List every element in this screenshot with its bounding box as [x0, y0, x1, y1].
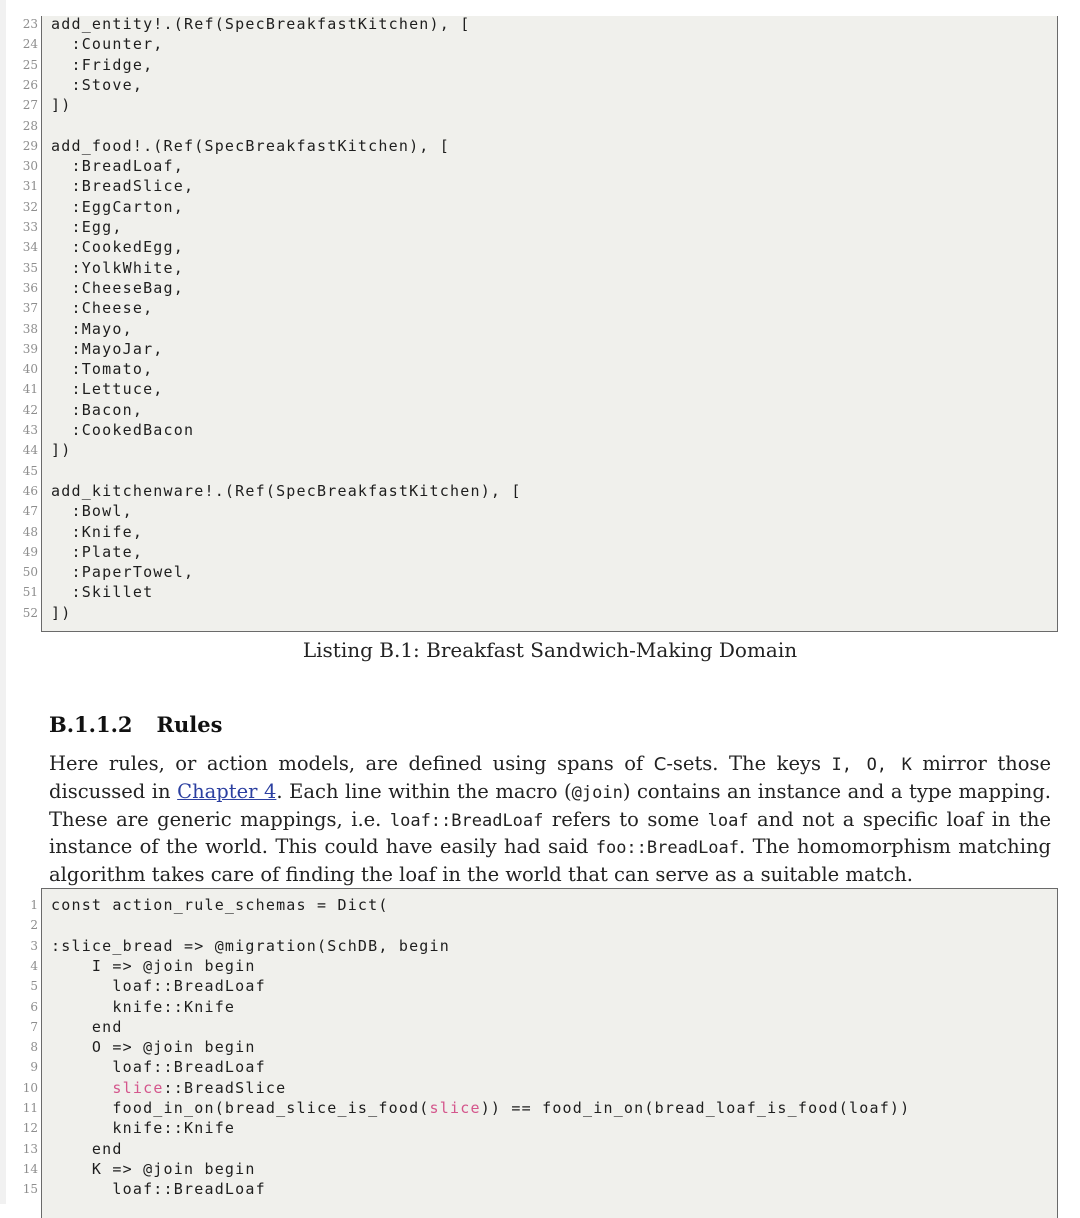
code-token: loaf::BreadLoaf [51, 1058, 266, 1077]
section-number: B.1.1.2 [49, 712, 133, 737]
line-number: 31 [22, 179, 38, 194]
line-number: 46 [22, 483, 38, 498]
line-number: 42 [22, 402, 38, 417]
line-number: 35 [22, 260, 38, 275]
text-run: . Each line within the macro ( [276, 779, 572, 803]
code-line [1, 582, 1080, 602]
line-number: 11 [22, 1101, 38, 1115]
code-token: knife::Knife [51, 997, 236, 1016]
line-number: 2 [30, 918, 38, 933]
line-number: 45 [22, 463, 38, 478]
code-text [51, 1098, 910, 1118]
code-text: :Bowl, [51, 502, 133, 521]
highlighted-token: slice [429, 1099, 481, 1117]
highlighted-token: slice [112, 1078, 164, 1097]
code-line [1, 176, 1080, 196]
code-token: I => @join begin [51, 956, 256, 975]
code-text: :CookedEgg, [51, 238, 184, 257]
code-text [51, 1037, 256, 1057]
code-token: end [51, 1017, 123, 1036]
code-line [1, 542, 1080, 562]
code-line [1, 976, 1080, 996]
code-line [1, 339, 1080, 359]
code-text [51, 1118, 235, 1138]
line-number: 14 [22, 1161, 38, 1176]
line-number: 5 [30, 979, 38, 994]
text-run: ) contains an instance and a type mapping. These are generic mappings, i.e. [49, 779, 1051, 831]
line-number: 1 [30, 898, 38, 912]
code-text: :Knife, [51, 522, 144, 541]
code-token: K => @join begin [51, 1159, 256, 1178]
section-title: Rules [156, 712, 223, 737]
code-token: loaf::BreadLoaf [51, 1180, 266, 1199]
code-text: :Counter, [51, 35, 164, 54]
code-line [1, 1098, 1080, 1118]
cset-symbol: C [653, 754, 667, 775]
line-number: 32 [22, 199, 38, 214]
rules-paragraph [49, 751, 1051, 888]
code-listing-rules [22, 888, 1058, 1218]
line-number: 34 [22, 240, 38, 255]
code-line [1, 258, 1080, 278]
code-text: ]) [51, 96, 72, 115]
code-text: :Bacon, [51, 400, 144, 419]
code-line [1, 936, 1080, 956]
macro-code: @join [571, 782, 623, 803]
code-text: :Fridge, [51, 55, 154, 74]
code-line [1, 319, 1080, 339]
line-number: 13 [22, 1141, 38, 1156]
text-run: Here rules, or action models, are defined using spans of [49, 752, 654, 775]
code-line [1, 278, 1080, 298]
code-token [51, 1079, 112, 1097]
code-text [51, 1139, 123, 1159]
line-number: 33 [22, 220, 38, 234]
code-text: :Egg, [51, 218, 123, 236]
chapter-4-link[interactable]: Chapter 4 [177, 779, 277, 803]
code-text [51, 895, 389, 915]
line-number: 6 [30, 999, 38, 1014]
code-text [51, 956, 256, 976]
line-number: 8 [30, 1040, 38, 1055]
line-number: 40 [22, 362, 38, 377]
line-number: 26 [22, 77, 38, 92]
code-text: :Plate, [51, 542, 144, 561]
code-line [1, 1159, 1080, 1179]
code-line [1, 956, 1080, 976]
code-text: :PaperTowel, [51, 563, 195, 582]
code-text [51, 1017, 123, 1037]
line-number: 23 [22, 17, 38, 31]
text-run: refers to some [543, 807, 708, 831]
code-line [1, 156, 1080, 176]
keys-code: I, O, K [831, 755, 912, 775]
code-line [1, 359, 1080, 379]
line-number: 41 [22, 382, 38, 397]
line-number: 28 [22, 118, 38, 133]
code-text: :Cheese, [51, 299, 154, 318]
code-text [51, 1159, 256, 1179]
code-text [51, 997, 235, 1017]
code-line [1, 997, 1080, 1017]
line-number: 47 [22, 504, 38, 519]
code-token: ::BreadSlice [163, 1078, 287, 1097]
section-heading [49, 712, 222, 737]
code-text: :CookedBacon [51, 421, 195, 439]
code-text: :BreadLoaf, [51, 157, 184, 176]
line-number: 51 [22, 585, 38, 600]
code-text: add_kitchenware!.(Ref(SpecBreakfastKitchen), [ [51, 481, 522, 500]
code-line [1, 237, 1080, 257]
code-text [51, 1179, 266, 1199]
code-text: :YolkWhite, [51, 258, 184, 277]
code-text: :Mayo, [51, 319, 133, 338]
code-token: loaf::BreadLoaf [51, 977, 266, 996]
code-line [1, 75, 1080, 95]
code-line [1, 1037, 1080, 1057]
code-line [1, 895, 1080, 915]
line-number: 50 [22, 565, 38, 580]
code-text: add_entity!.(Ref(SpecBreakfastKitchen), [ [51, 15, 471, 33]
code-line [1, 136, 1080, 156]
line-number: 3 [30, 938, 38, 953]
text-run: -sets. The keys [666, 752, 832, 775]
code-token: )) == food_in_on(bread_loaf_is_food(loaf)) [480, 1099, 911, 1117]
code-line [1, 603, 1080, 623]
code-line [1, 1017, 1080, 1037]
line-number: 25 [22, 57, 38, 72]
line-number: 48 [22, 524, 38, 539]
line-number: 39 [22, 341, 38, 356]
code-line [1, 562, 1080, 582]
code-text: add_food!.(Ref(SpecBreakfastKitchen), [ [51, 136, 450, 155]
code-line [1, 461, 1080, 481]
code-text: :EggCarton, [51, 197, 184, 216]
code-line [1, 95, 1080, 115]
listing-caption: Listing B.1: Breakfast Sandwich-Making Domain [302, 638, 798, 662]
code-token: knife::Knife [51, 1119, 236, 1138]
text-run: . The homomorphism matching algorithm takes care of finding the loaf in the world that can serve as a suitable match. [49, 835, 1051, 887]
code-line [1, 915, 1080, 935]
code-line [1, 400, 1080, 420]
line-number: 29 [22, 138, 38, 153]
code-text: :Stove, [51, 75, 144, 94]
code-line [1, 116, 1080, 136]
code-token: const action_rule_schemas = Dict( [51, 896, 389, 914]
text-run: mirror those discussed in [49, 752, 1051, 803]
code-line [1, 1118, 1080, 1138]
line-number: 38 [22, 321, 38, 336]
code-text: :Tomato, [51, 360, 154, 379]
code-line [1, 1139, 1080, 1159]
code-text [51, 1078, 286, 1098]
code-token: food_in_on(bread_slice_is_food( [51, 1099, 430, 1117]
code-text [51, 976, 266, 996]
line-number: 9 [30, 1060, 38, 1075]
code-token: O => @join begin [51, 1038, 256, 1057]
line-number: 4 [30, 958, 38, 973]
line-number: 43 [22, 423, 38, 437]
line-number: 27 [22, 98, 38, 113]
code-text: ]) [51, 441, 72, 460]
code-line [1, 14, 1080, 34]
code-line [1, 197, 1080, 217]
code-line [1, 522, 1080, 542]
code-line [1, 1057, 1080, 1077]
code-text: :Skillet [51, 583, 154, 602]
code-text: :Lettuce, [51, 380, 164, 399]
line-number: 37 [22, 301, 38, 316]
inline-code: foo::BreadLoaf [595, 838, 740, 859]
code-text [51, 936, 450, 956]
code-text: :MayoJar, [51, 339, 164, 358]
line-number: 24 [22, 37, 38, 52]
code-line [1, 379, 1080, 399]
code-line [1, 481, 1080, 501]
code-line [1, 34, 1080, 54]
code-line [1, 1179, 1080, 1199]
line-number: 49 [22, 544, 38, 559]
line-number: 15 [22, 1182, 38, 1197]
code-text: ]) [51, 603, 72, 622]
code-line [1, 501, 1080, 521]
code-line [1, 217, 1080, 237]
code-line [1, 420, 1080, 440]
line-number: 12 [22, 1121, 38, 1136]
text-run: and not a specific loaf in the instance of the world. This could have easily had said [49, 807, 1051, 859]
code-text [51, 1057, 266, 1077]
code-line [1, 440, 1080, 460]
line-number: 44 [22, 443, 38, 458]
code-line [1, 298, 1080, 318]
line-number: 10 [22, 1080, 38, 1095]
line-number: 36 [22, 280, 38, 295]
line-number: 52 [22, 605, 38, 620]
line-number: 7 [30, 1019, 38, 1034]
code-token: end [51, 1139, 123, 1158]
code-text: :BreadSlice, [51, 177, 195, 196]
code-line [1, 1078, 1080, 1098]
inline-code: loaf::BreadLoaf [389, 810, 544, 831]
line-number: 30 [22, 159, 38, 174]
code-listing-b1 [22, 15, 1058, 632]
code-text: :CheeseBag, [51, 278, 184, 297]
inline-code: loaf [707, 810, 749, 831]
code-token: :slice_bread => @migration(SchDB, begin [51, 936, 450, 955]
code-line [1, 55, 1080, 75]
